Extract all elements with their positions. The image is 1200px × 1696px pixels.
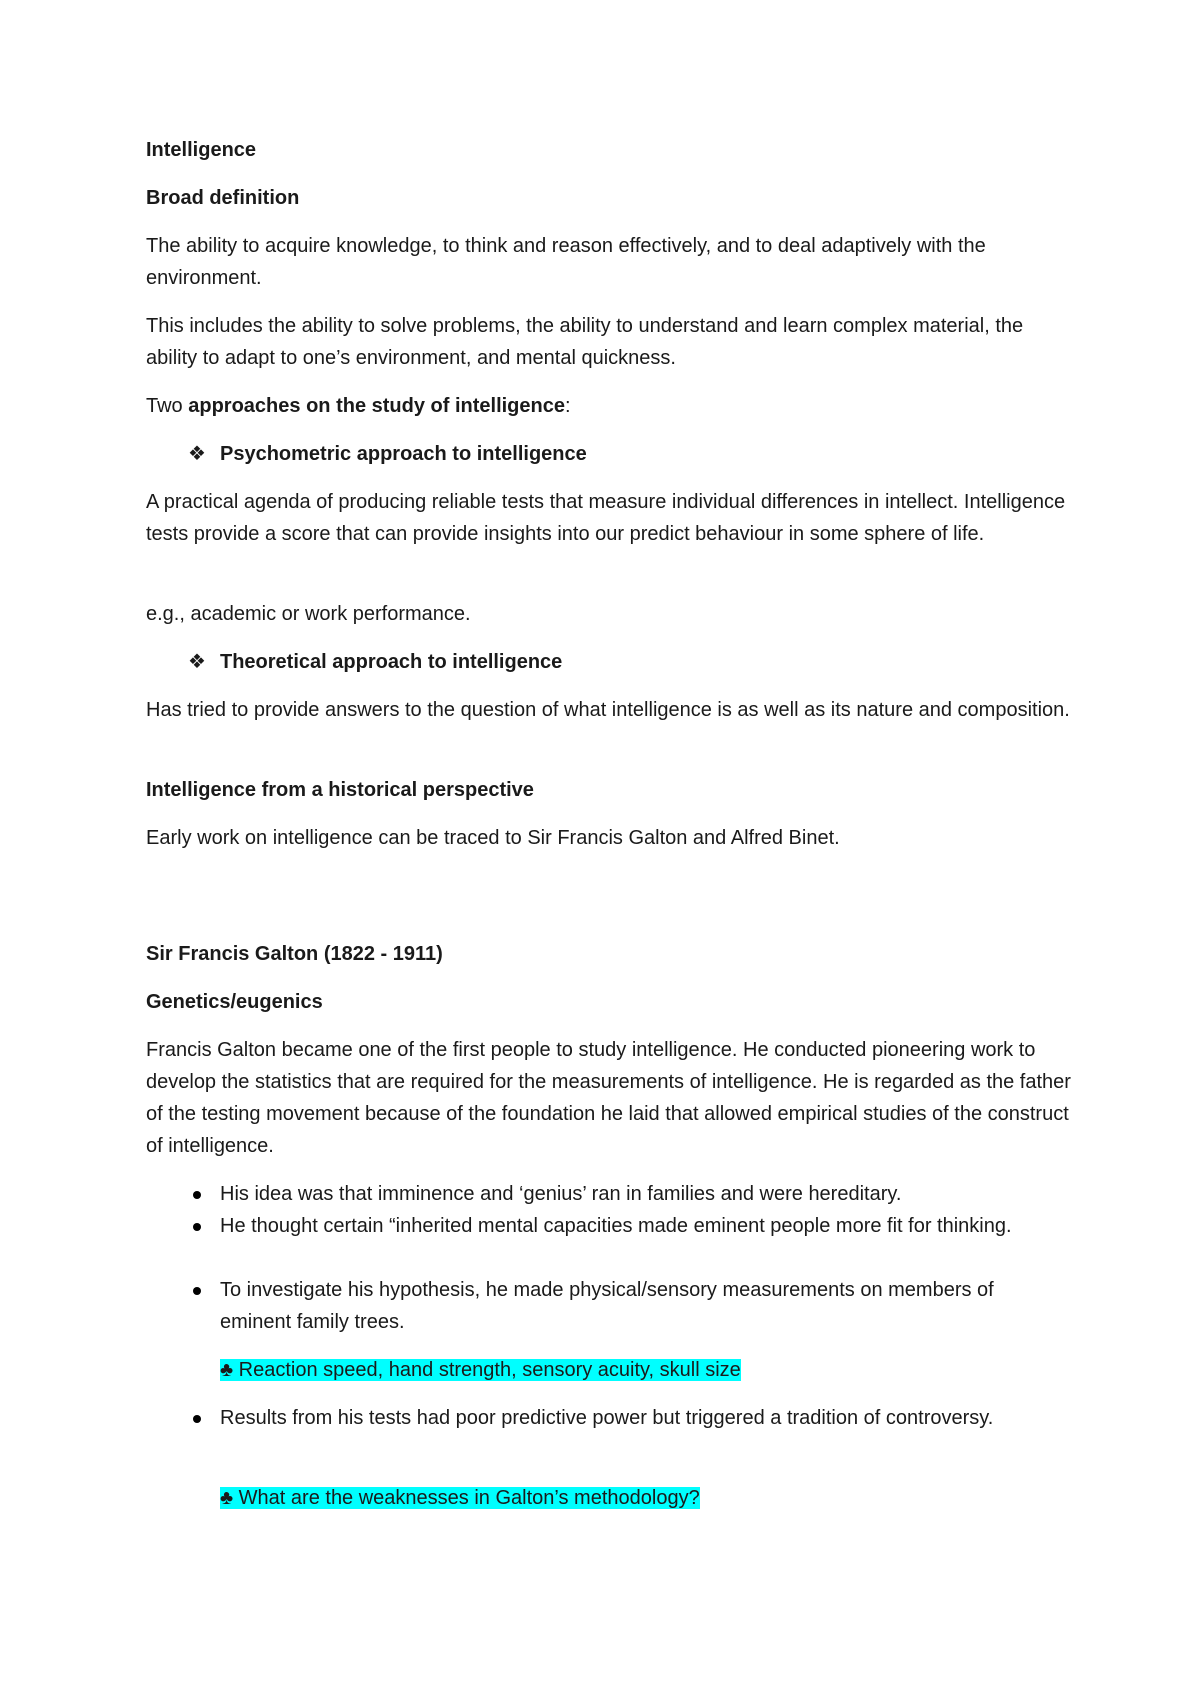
approaches-suffix: :: [564, 395, 571, 417]
diamond-bullet-icon: ❖: [188, 443, 206, 465]
approach-1-example: e.g., academic or work performance.: [146, 603, 471, 625]
page-title: Intelligence: [146, 139, 257, 161]
bullet-dot-icon: [182, 1178, 212, 1210]
approach-1-title: Psychometric approach to intelligence: [220, 443, 587, 465]
approaches-bold: approaches on the study of intelligence: [188, 395, 565, 417]
highlight-note-1: [220, 1354, 741, 1386]
bullet-dot-icon: [182, 1210, 212, 1242]
highlight-1-text: ♣ Reaction speed, hand strength, sensory acuity, skull size: [220, 1359, 741, 1381]
history-heading: Intelligence from a historical perspective: [146, 779, 534, 801]
bullet-dot-icon: [182, 1402, 212, 1434]
genetics-heading: Genetics/eugenics: [146, 991, 323, 1013]
bullet-4-text: Results from his tests had poor predictive power but triggered a tradition of controversy.: [220, 1407, 994, 1429]
approaches-line: [146, 390, 1076, 422]
approach-2-paragraph: Has tried to provide answers to the question of what intelligence is as well as its nature and composition.: [146, 699, 1070, 721]
includes-paragraph: This includes the ability to solve problems, the ability to understand and learn complex material, the ability to adapt to one’s environment, and mental quickness.: [146, 315, 1024, 369]
bullet-dot-icon: [182, 1274, 212, 1306]
approach-2-title: Theoretical approach to intelligence: [220, 651, 563, 673]
bullet-2-text: He thought certain “inherited mental capacities made eminent people more fit for thinking.: [220, 1215, 1012, 1237]
history-paragraph: Early work on intelligence can be traced to Sir Francis Galton and Alfred Binet.: [146, 827, 840, 849]
broad-definition-heading: Broad definition: [146, 187, 300, 209]
definition-paragraph: The ability to acquire knowledge, to think and reason effectively, and to deal adaptively with the environment.: [146, 235, 986, 289]
bullet-1-text: His idea was that imminence and ‘genius’ ran in families and were hereditary.: [220, 1183, 902, 1205]
approach-1-paragraph: A practical agenda of producing reliable tests that measure individual differences in intellect. Intelligence tests provide a score that can provide insights into our predict behaviour in some sphere of life.: [146, 491, 1066, 545]
diamond-bullet-icon: ❖: [188, 651, 206, 673]
bullet-3-text: To investigate his hypothesis, he made physical/sensory measurements on members of eminent family trees.: [220, 1279, 994, 1333]
approaches-prefix: Two: [146, 395, 189, 417]
highlight-2-text: ♣ What are the weaknesses in Galton’s methodology?: [220, 1487, 700, 1509]
highlight-note-2: [220, 1482, 700, 1514]
galton-paragraph: Francis Galton became one of the first people to study intelligence. He conducted pioneering work to develop the statistics that are required for the measurements of intelligence. He is regarded as the father of the testing movement because of the foundation he laid that allowed empirical studies of the construct of intelligence.: [146, 1039, 1071, 1157]
galton-heading: Sir Francis Galton (1822 - 1911): [146, 943, 443, 965]
